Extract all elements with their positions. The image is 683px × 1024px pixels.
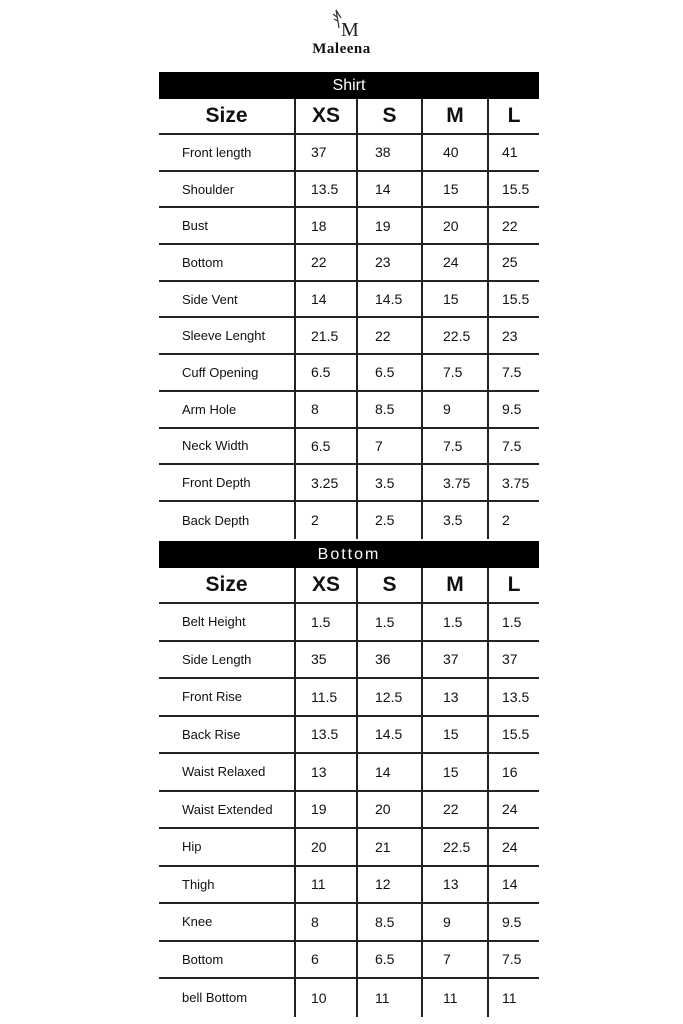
- brand-logo-icon: [327, 8, 357, 40]
- measurement-value-xs: 11.5: [294, 679, 356, 715]
- measurement-value-l: 2: [487, 502, 539, 539]
- measurement-value-l: 7.5: [487, 942, 539, 978]
- measurement-value-l: 3.75: [487, 465, 539, 500]
- bottom-column-header-row: [159, 568, 539, 604]
- measurement-value-s: 19: [356, 208, 421, 243]
- measurement-value-m: 13: [421, 679, 487, 715]
- measurement-label: Waist Extended: [182, 801, 273, 817]
- measurement-label: Back Rise: [182, 726, 241, 742]
- measurement-value-s: 6.5: [356, 942, 421, 978]
- measurement-value-m: 40: [421, 135, 487, 170]
- measurement-value-l: 11: [487, 979, 539, 1017]
- measurement-value-xs: 13: [294, 754, 356, 790]
- measurement-value-xs: 35: [294, 642, 356, 678]
- column-header-l: L: [487, 568, 539, 602]
- table-row: [159, 172, 539, 209]
- table-row: [159, 717, 539, 755]
- measurement-value-m: 7.5: [421, 429, 487, 464]
- measurement-value-l: 41: [487, 135, 539, 170]
- measurement-value-s: 21: [356, 829, 421, 865]
- table-row: [159, 429, 539, 466]
- measurement-value-l: 15.5: [487, 282, 539, 317]
- measurement-value-m: 3.75: [421, 465, 487, 500]
- measurement-value-l: 16: [487, 754, 539, 790]
- measurement-value-xs: 10: [294, 979, 356, 1017]
- measurement-value-s: 14: [356, 754, 421, 790]
- measurement-value-s: 2.5: [356, 502, 421, 539]
- measurement-value-l: 15.5: [487, 717, 539, 753]
- column-header-xs: XS: [294, 568, 356, 602]
- measurement-label: Bottom: [182, 254, 224, 270]
- measurement-label: Front length: [182, 144, 252, 160]
- measurement-value-s: 12: [356, 867, 421, 903]
- measurement-value-l: 24: [487, 829, 539, 865]
- measurement-label: Bust: [182, 218, 209, 234]
- measurement-value-xs: 6: [294, 942, 356, 978]
- bottom-size-table: [159, 541, 539, 1017]
- column-header-size: Size: [205, 104, 248, 127]
- measurement-value-l: 22: [487, 208, 539, 243]
- measurement-label: Cuff Opening: [182, 364, 259, 380]
- table-row: [159, 754, 539, 792]
- measurement-value-xs: 2: [294, 502, 356, 539]
- table-row: [159, 208, 539, 245]
- measurement-value-m: 24: [421, 245, 487, 280]
- measurement-value-m: 7: [421, 942, 487, 978]
- measurement-value-m: 15: [421, 282, 487, 317]
- measurement-label: Arm Hole: [182, 401, 237, 417]
- column-header-xs: XS: [294, 99, 356, 133]
- measurement-value-xs: 14: [294, 282, 356, 317]
- measurement-label: Sleeve Lenght: [182, 328, 266, 344]
- brand-header: [0, 8, 683, 58]
- measurement-value-m: 1.5: [421, 604, 487, 640]
- measurement-value-l: 14: [487, 867, 539, 903]
- measurement-value-m: 13: [421, 867, 487, 903]
- measurement-value-s: 6.5: [356, 355, 421, 390]
- measurement-value-m: 7.5: [421, 355, 487, 390]
- measurement-value-s: 20: [356, 792, 421, 828]
- table-row: [159, 502, 539, 539]
- measurement-label: Front Depth: [182, 475, 251, 491]
- table-row: [159, 679, 539, 717]
- measurement-value-s: 14: [356, 172, 421, 207]
- table-row: [159, 604, 539, 642]
- measurement-value-m: 20: [421, 208, 487, 243]
- measurement-value-s: 1.5: [356, 604, 421, 640]
- measurement-value-xs: 1.5: [294, 604, 356, 640]
- measurement-value-m: 22.5: [421, 318, 487, 353]
- measurement-value-m: 15: [421, 717, 487, 753]
- measurement-value-xs: 8: [294, 904, 356, 940]
- measurement-label: Knee: [182, 914, 213, 930]
- measurement-value-l: 9.5: [487, 904, 539, 940]
- measurement-value-m: 9: [421, 392, 487, 427]
- measurement-label: bell Bottom: [182, 990, 248, 1006]
- measurement-value-s: 14.5: [356, 282, 421, 317]
- measurement-label: Neck Width: [182, 438, 249, 454]
- measurement-value-m: 22.5: [421, 829, 487, 865]
- measurement-value-xs: 6.5: [294, 429, 356, 464]
- measurement-value-xs: 11: [294, 867, 356, 903]
- measurement-value-m: 3.5: [421, 502, 487, 539]
- measurement-value-xs: 6.5: [294, 355, 356, 390]
- measurement-label: Belt Height: [182, 614, 246, 630]
- measurement-value-s: 8.5: [356, 392, 421, 427]
- measurement-value-m: 37: [421, 642, 487, 678]
- measurement-value-s: 38: [356, 135, 421, 170]
- measurement-value-xs: 19: [294, 792, 356, 828]
- measurement-value-l: 23: [487, 318, 539, 353]
- table-row: [159, 355, 539, 392]
- measurement-label: Front Rise: [182, 689, 242, 705]
- measurement-value-l: 13.5: [487, 679, 539, 715]
- measurement-value-l: 1.5: [487, 604, 539, 640]
- measurement-label: Hip: [182, 839, 202, 855]
- measurement-label: Side Vent: [182, 291, 238, 307]
- measurement-label: Back Depth: [182, 512, 250, 528]
- column-header-size: Size: [205, 573, 248, 596]
- measurement-label: Thigh: [182, 876, 215, 892]
- brand-name: Maleena: [312, 41, 371, 57]
- measurement-value-l: 37: [487, 642, 539, 678]
- measurement-value-s: 22: [356, 318, 421, 353]
- table-row: [159, 642, 539, 680]
- measurement-value-l: 24: [487, 792, 539, 828]
- table-row: [159, 979, 539, 1017]
- table-row: [159, 318, 539, 355]
- measurement-value-m: 15: [421, 172, 487, 207]
- measurement-value-m: 11: [421, 979, 487, 1017]
- measurement-value-l: 15.5: [487, 172, 539, 207]
- measurement-value-l: 25: [487, 245, 539, 280]
- measurement-label: Waist Relaxed: [182, 764, 266, 780]
- column-header-s: S: [356, 568, 421, 602]
- measurement-value-xs: 18: [294, 208, 356, 243]
- shirt-section-title: Shirt: [332, 77, 366, 94]
- shirt-size-table: [159, 72, 539, 539]
- table-row: [159, 245, 539, 282]
- table-row: [159, 829, 539, 867]
- column-header-s: S: [356, 99, 421, 133]
- measurement-label: Side Length: [182, 651, 252, 667]
- table-row: [159, 135, 539, 172]
- measurement-value-s: 7: [356, 429, 421, 464]
- bottom-section-header: [159, 541, 539, 568]
- measurement-value-xs: 3.25: [294, 465, 356, 500]
- measurement-value-xs: 37: [294, 135, 356, 170]
- table-row: [159, 392, 539, 429]
- column-header-m: M: [421, 568, 487, 602]
- measurement-value-l: 7.5: [487, 355, 539, 390]
- measurement-value-s: 3.5: [356, 465, 421, 500]
- measurement-value-xs: 13.5: [294, 172, 356, 207]
- shirt-column-header-row: [159, 99, 539, 135]
- bottom-section-title: Bottom: [317, 546, 381, 563]
- measurement-label: Bottom: [182, 951, 224, 967]
- table-row: [159, 904, 539, 942]
- measurement-value-l: 9.5: [487, 392, 539, 427]
- table-row: [159, 465, 539, 502]
- measurement-value-s: 23: [356, 245, 421, 280]
- table-row: [159, 282, 539, 319]
- measurement-value-l: 7.5: [487, 429, 539, 464]
- column-header-m: M: [421, 99, 487, 133]
- measurement-value-s: 14.5: [356, 717, 421, 753]
- measurement-value-xs: 8: [294, 392, 356, 427]
- measurement-value-xs: 22: [294, 245, 356, 280]
- measurement-value-xs: 13.5: [294, 717, 356, 753]
- measurement-label: Shoulder: [182, 181, 235, 197]
- table-row: [159, 942, 539, 980]
- measurement-value-m: 22: [421, 792, 487, 828]
- measurement-value-s: 8.5: [356, 904, 421, 940]
- table-row: [159, 792, 539, 830]
- table-row: [159, 867, 539, 905]
- column-header-l: L: [487, 99, 539, 133]
- measurement-value-s: 12.5: [356, 679, 421, 715]
- brand-monogram: M: [340, 19, 359, 41]
- measurement-value-xs: 20: [294, 829, 356, 865]
- measurement-value-m: 9: [421, 904, 487, 940]
- measurement-value-s: 36: [356, 642, 421, 678]
- measurement-value-s: 11: [356, 979, 421, 1017]
- measurement-value-xs: 21.5: [294, 318, 356, 353]
- shirt-section-header: [159, 72, 539, 99]
- measurement-value-m: 15: [421, 754, 487, 790]
